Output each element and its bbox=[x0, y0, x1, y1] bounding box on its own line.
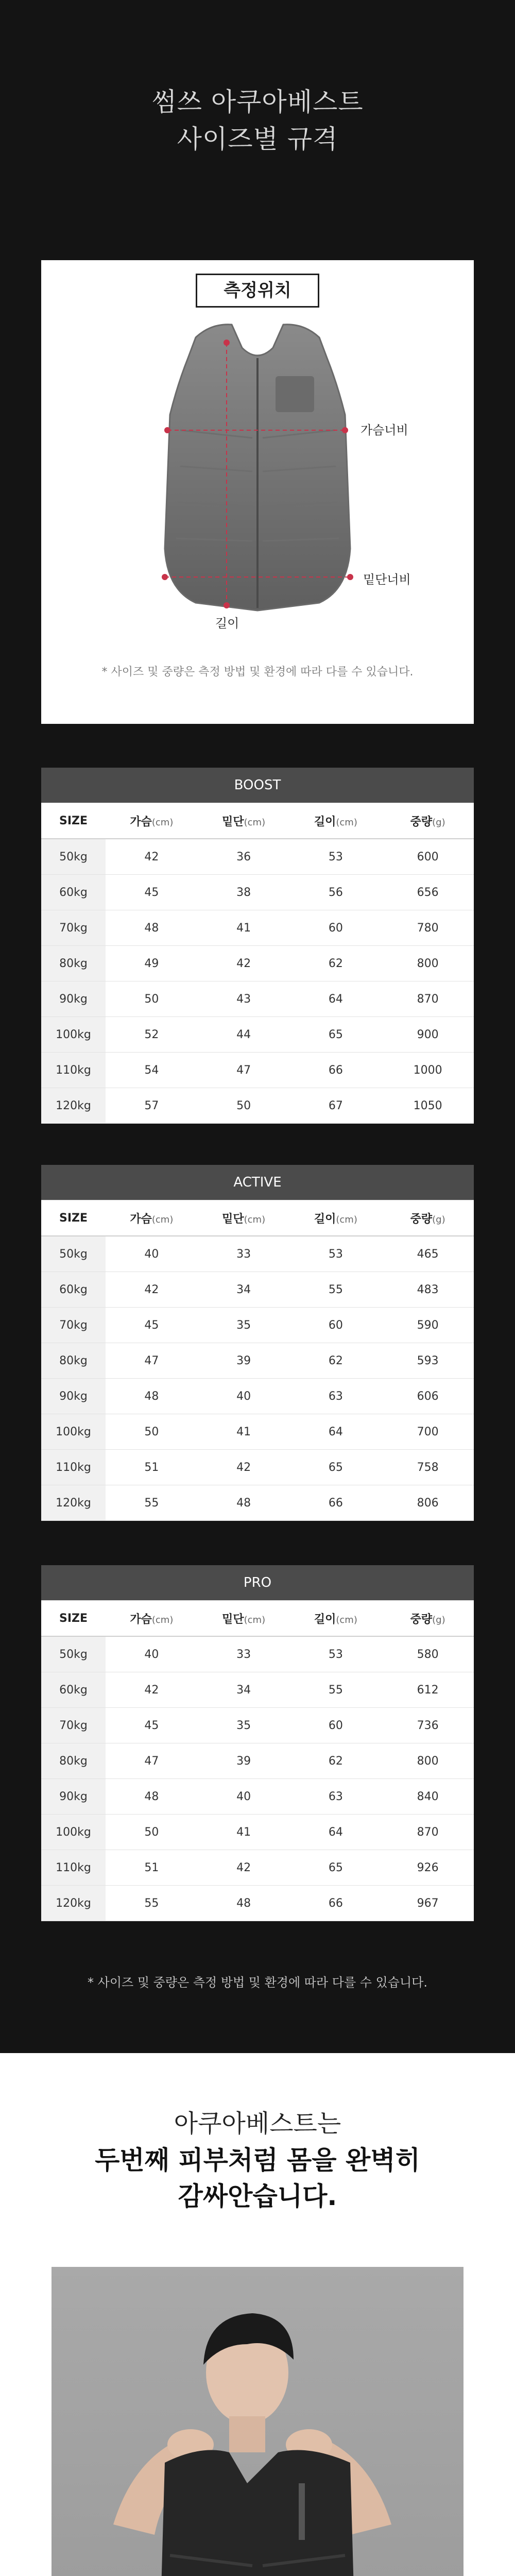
promo-line2: 두번째 피부처럼 몸을 완벽히 bbox=[95, 2145, 420, 2175]
col-size: SIZE bbox=[41, 1601, 106, 1637]
table-boost bbox=[41, 768, 474, 1124]
page-title-line1: 썸쓰 아쿠아베스트 bbox=[151, 87, 364, 117]
table-row: 110kg 51 42 65 926 bbox=[41, 1850, 474, 1886]
table-row: 90kg 48 40 63 840 bbox=[41, 1779, 474, 1815]
table-row: 50kg 40 33 53 580 bbox=[41, 1636, 474, 1672]
col-chest: 가슴(cm) bbox=[106, 1200, 198, 1236]
col-hem: 밑단(cm) bbox=[198, 1200, 290, 1236]
col-weight: 중량(g) bbox=[382, 1200, 474, 1236]
col-length: 길이(cm) bbox=[290, 803, 382, 839]
chest-left-dot bbox=[164, 427, 170, 433]
col-chest: 가슴(cm) bbox=[106, 1601, 198, 1637]
length-bottom-dot bbox=[224, 602, 230, 608]
measure-note: * 사이즈 및 중량은 측정 방법 및 환경에 따라 다를 수 있습니다. bbox=[101, 666, 414, 679]
table-title: PRO bbox=[41, 1565, 474, 1601]
table-header-row bbox=[41, 1601, 474, 1637]
photo-active bbox=[52, 2267, 464, 2576]
col-weight: 중량(g) bbox=[382, 803, 474, 839]
table-row: 100kg 52 44 65 900 bbox=[41, 1017, 474, 1053]
table-row: 50kg 40 33 53 465 bbox=[41, 1236, 474, 1272]
table-row: 70kg 48 41 60 780 bbox=[41, 910, 474, 946]
table-row: 60kg 42 34 55 612 bbox=[41, 1672, 474, 1708]
table-row: 90kg 48 40 63 606 bbox=[41, 1379, 474, 1414]
length-top-dot bbox=[224, 340, 230, 346]
table-row: 70kg 45 35 60 736 bbox=[41, 1708, 474, 1743]
table-row: 120kg 55 48 66 806 bbox=[41, 1485, 474, 1521]
table-active bbox=[41, 1165, 474, 1521]
measurement-card bbox=[41, 260, 474, 724]
model-active-illustration bbox=[52, 2267, 464, 2576]
col-chest: 가슴(cm) bbox=[106, 803, 198, 839]
col-length: 길이(cm) bbox=[290, 1601, 382, 1637]
promo-line1: 아쿠아베스트는 bbox=[174, 2109, 341, 2138]
table-title: BOOST bbox=[41, 768, 474, 803]
table-row: 70kg 45 35 60 590 bbox=[41, 1308, 474, 1343]
hem-left-dot bbox=[162, 574, 168, 580]
table-row: 110kg 51 42 65 758 bbox=[41, 1450, 474, 1485]
table-row: 100kg 50 41 64 700 bbox=[41, 1414, 474, 1450]
table-row: 80kg 47 39 62 593 bbox=[41, 1343, 474, 1379]
table-row: 60kg 42 34 55 483 bbox=[41, 1272, 474, 1308]
table-row: 80kg 47 39 62 800 bbox=[41, 1743, 474, 1779]
table-header-row bbox=[41, 803, 474, 839]
page-title-line2: 사이즈별 규격 bbox=[177, 124, 338, 154]
promo-line3: 감싸안습니다. bbox=[178, 2181, 337, 2211]
table-pro bbox=[41, 1565, 474, 1921]
label-chest: 가슴너비 bbox=[360, 423, 408, 437]
col-hem: 밑단(cm) bbox=[198, 803, 290, 839]
table-header-row bbox=[41, 1200, 474, 1236]
table-note: * 사이즈 및 중량은 측정 방법 및 환경에 따라 다를 수 있습니다. bbox=[88, 1975, 427, 1990]
label-hem: 밑단너비 bbox=[363, 572, 411, 587]
chest-right-dot bbox=[342, 427, 348, 433]
table-row: 90kg 50 43 64 870 bbox=[41, 981, 474, 1017]
label-length: 길이 bbox=[215, 616, 239, 631]
table-row: 60kg 45 38 56 656 bbox=[41, 875, 474, 910]
table-row: 120kg 55 48 66 967 bbox=[41, 1886, 474, 1921]
col-size: SIZE bbox=[41, 1200, 106, 1236]
table-row: 80kg 49 42 62 800 bbox=[41, 946, 474, 981]
vest-diagram bbox=[41, 260, 474, 724]
col-weight: 중량(g) bbox=[382, 1601, 474, 1637]
table-title: ACTIVE bbox=[41, 1165, 474, 1200]
col-hem: 밑단(cm) bbox=[198, 1601, 290, 1637]
table-row: 50kg 42 36 53 600 bbox=[41, 839, 474, 875]
col-size: SIZE bbox=[41, 803, 106, 839]
table-row: 100kg 50 41 64 870 bbox=[41, 1815, 474, 1850]
col-length: 길이(cm) bbox=[290, 1200, 382, 1236]
measure-badge: 측정위치 bbox=[196, 274, 319, 308]
table-row: 120kg 57 50 67 1050 bbox=[41, 1088, 474, 1124]
hem-right-dot bbox=[347, 574, 353, 580]
table-row: 110kg 54 47 66 1000 bbox=[41, 1053, 474, 1088]
